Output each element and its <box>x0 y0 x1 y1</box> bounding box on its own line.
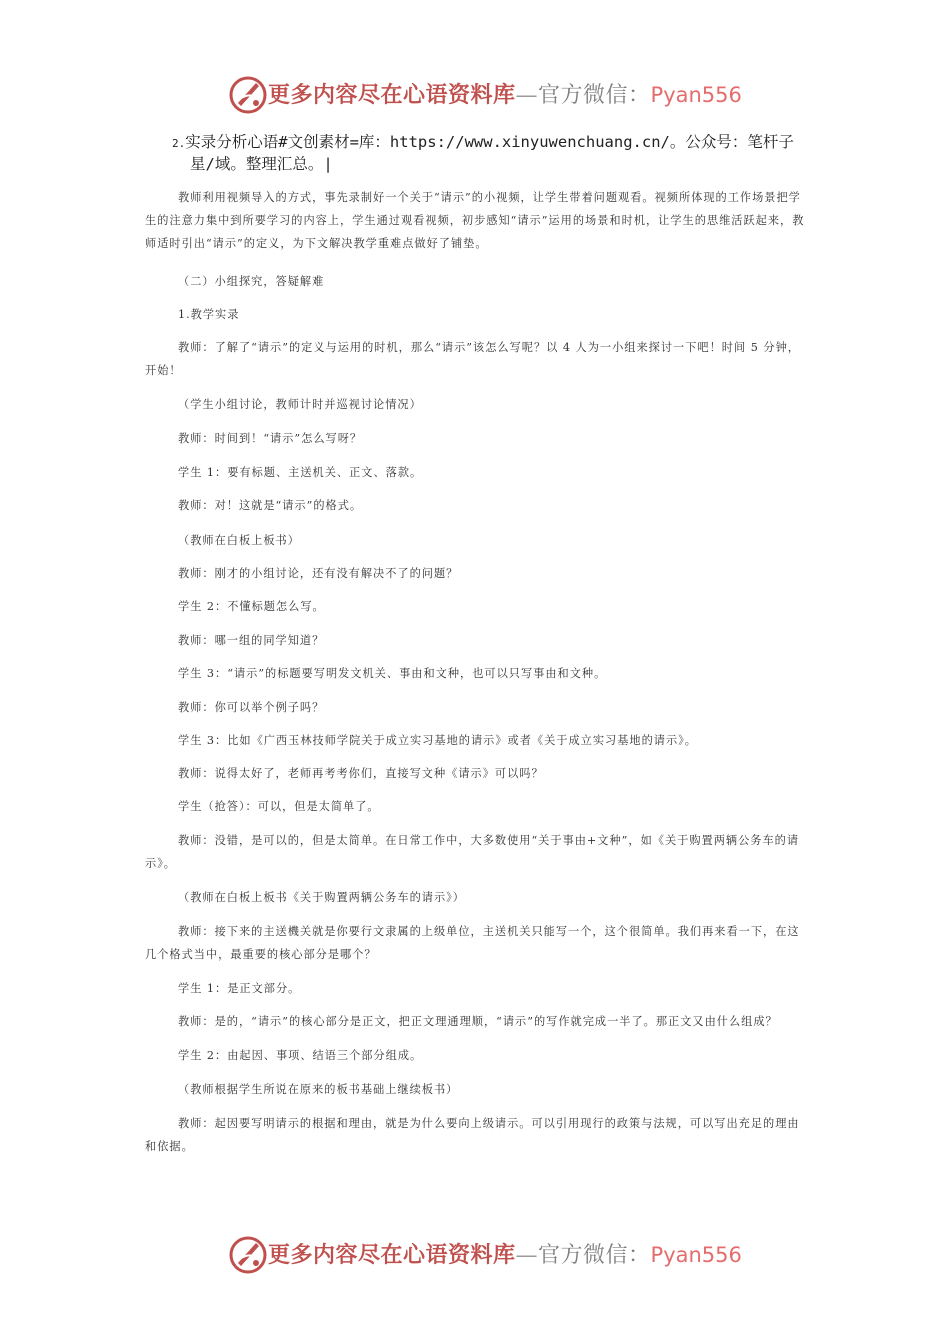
banner-separator: — <box>515 1243 539 1268</box>
dialogue-line: 教师：起因要写明请示的根据和理由，就是为什么要向上级请示。可以引用现行的政策与法规，可以写出充足的理由和依据。 <box>145 1117 800 1153</box>
banner-wechat-label: 官方微信： <box>538 83 651 108</box>
footer-banner <box>0 1230 950 1280</box>
dialogue-line: 教师：刚才的小组讨论，还有没有解决不了的问题？ <box>178 567 459 580</box>
paragraph-subheading: （二）小组探究，答疑解难 <box>178 275 325 288</box>
dialogue-line: 学生 2：不懂标题怎么写。 <box>178 600 325 613</box>
banner-brand: 更多内容尽在心语资料库 <box>268 1242 516 1268</box>
banner-account: Pyan556 <box>650 83 742 107</box>
banner-separator: — <box>515 83 539 108</box>
dialogue-line: （教师根据学生所说在原来的板书基础上继续板书） <box>178 1083 459 1096</box>
seal-logo-icon <box>226 73 270 117</box>
banner-brand: 更多内容尽在心语资料库 <box>268 82 516 108</box>
section-heading <box>172 132 832 174</box>
banner-text <box>268 78 742 109</box>
dialogue-line: 教师：说得太好了，老师再考考你们，直接写文种《请示》可以吗？ <box>178 767 544 780</box>
seal-logo-icon <box>226 1233 270 1277</box>
banner-text <box>268 1238 742 1269</box>
dialogue-line: 学生 3：“请示”的标题要写明发文机关、事由和文种，也可以只写事由和文种。 <box>178 667 607 680</box>
heading-line-1: 实录分析心语#文创素材=库：https://www.xinyuwenchuang.cn/。公众号：笔杆子 <box>185 133 794 151</box>
dialogue-line: （教师在白板上板书《关于购置两辆公务车的请示》） <box>178 891 465 904</box>
dialogue-line: 教师：时间到！“请示”怎么写呀？ <box>178 432 363 445</box>
heading-line-2: 星/域。整理汇总。| <box>190 155 333 173</box>
dialogue-line: 学生 1：是正文部分。 <box>178 982 301 995</box>
dialogue-line: 学生 3：比如《广西玉林技师学院关于成立实习基地的请示》或者《关于成立实习基地的请示》。 <box>178 734 697 747</box>
dialogue-line: 学生（抢答）：可以，但是太简单了。 <box>178 800 380 813</box>
dialogue-line: 学生 2：由起因、事项、结语三个部分组成。 <box>178 1049 423 1062</box>
paragraph-subsection: 1.教学实录 <box>178 308 240 321</box>
dialogue-line: 教师：了解了“请示”的定义与运用的时机，那么“请示”该怎么写呢？以 4 人为一小组来探讨一下吧！时间 5 分钟，开始！ <box>145 341 800 377</box>
dialogue-line: 教师：是的，“请示”的核心部分是正文，把正文理通理顺，“请示”的写作就完成一半了。那正文又由什么组成？ <box>178 1015 778 1028</box>
dialogue-line: （教师在白板上板书） <box>178 534 300 547</box>
dialogue-line: 教师：没错，是可以的，但是太简单。在日常工作中，大多数使用“关于事由+文种”，如《关于购置两辆公务车的请示》。 <box>145 834 800 870</box>
dialogue-line: 教师：你可以举个例子吗？ <box>178 701 325 714</box>
banner-account: Pyan556 <box>650 1243 742 1267</box>
dialogue-line: 教师：对！这就是“请示”的格式。 <box>178 499 363 512</box>
header-banner <box>0 70 950 120</box>
paragraph-intro: 教师利用视频导入的方式，事先录制好一个关于“请示”的小视频，让学生带着问题观看。视频所体现的工作场景把学生的注意力集中到所要学习的内容上，学生通过观看视频，初步感知“请示”运用的场景和时机，让学生的思维活跃起来，教师适时引出“请示”的定义，为下文解决教学重难点做好了铺垫。 <box>145 191 805 250</box>
banner-wechat-label: 官方微信： <box>538 1243 651 1268</box>
dialogue-line: 教师：接下来的主送機关就是你要行文隶属的上级单位，主送机关只能写一个，这个很简单。我们再来看一下，在这几个格式当中，最重要的核心部分是哪个？ <box>145 925 800 961</box>
heading-number: 2. <box>172 137 186 150</box>
dialogue-line: 教师：哪一组的同学知道？ <box>178 634 325 647</box>
dialogue-line: 学生 1：要有标题、主送机关、正文、落款。 <box>178 466 423 479</box>
dialogue-line: （学生小组讨论，教师计时并巡视讨论情况） <box>178 398 422 411</box>
